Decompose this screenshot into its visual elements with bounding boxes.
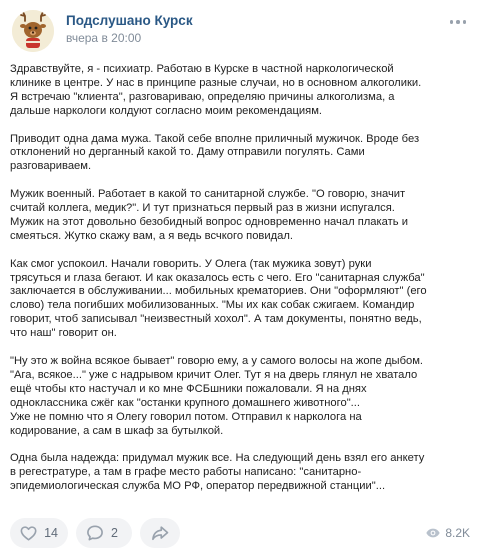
post-paragraph bbox=[10, 188, 472, 244]
post-paragraph bbox=[10, 133, 472, 175]
text-line: что наш" говорит он. bbox=[10, 327, 117, 340]
text-line: кодирование, а сам в шкаф за бутылкой. bbox=[10, 424, 224, 437]
text-line: Как смог успокоил. Начали говорить. У Олега (так мужика зовут) руки bbox=[10, 257, 372, 270]
post-paragraph bbox=[10, 258, 472, 341]
share-icon bbox=[150, 523, 170, 543]
text-line: говорит, чтоб записывал "неизвестный хохол". А там документы, понятно ведь, bbox=[10, 313, 422, 326]
community-avatar[interactable] bbox=[12, 10, 54, 52]
text-line: эпидемиологическая служба МО РФ, оператор передвижной станции"... bbox=[10, 480, 386, 493]
heart-icon bbox=[19, 523, 38, 543]
text-line: Приводит одна дама мужа. Такой себе вполне приличный мужичок. Вроде без bbox=[10, 132, 420, 145]
text-line: Одна была надежда: придумал мужик все. На следующий день взял его анкету bbox=[10, 452, 425, 465]
text-line: считай коллега, медик?". И тут признаться первый раз в жизни испугался. bbox=[10, 202, 395, 215]
eye-icon bbox=[425, 525, 441, 541]
post-time[interactable]: вчера в 20:00 bbox=[66, 31, 142, 45]
dot bbox=[463, 20, 467, 24]
text-line: одноклассника сжёг как "останки крупного домашнего животного"... bbox=[10, 396, 360, 409]
post-paragraph bbox=[10, 63, 472, 119]
text-line: в регестратуре, а там в графе место работы написано: "санитарно- bbox=[10, 466, 362, 479]
text-line: Здравствуйте, я - психиатр. Работаю в Курске в частной наркологической bbox=[10, 63, 394, 75]
views-count: 8.2K bbox=[445, 526, 470, 540]
text-line: Мужик военный. Работает в какой то санитарной службе. "О говорю, значит bbox=[10, 188, 406, 201]
dot bbox=[456, 20, 460, 24]
dot bbox=[450, 20, 454, 24]
text-line: "Ну это ж война всякое бывает" говорю ему, а у самого волосы на жопе дыбом. bbox=[10, 354, 424, 367]
share-button[interactable] bbox=[140, 518, 180, 548]
text-line: ещё чтобы кто настучал и ко мне ФСБшники пожаловали. Я на днях bbox=[10, 382, 367, 395]
like-count: 14 bbox=[44, 526, 58, 540]
text-line: дальше наркологи колдуют согласно моим рекомендациям. bbox=[10, 104, 322, 117]
comment-button[interactable] bbox=[76, 518, 132, 548]
text-line: "Ага, всякое..." уже с надрывом кричит Олег. Тут я на дверь глянул не хватало bbox=[10, 368, 418, 381]
text-line: Мужик на этот довольно безобидный вопрос одновременно начал плакать и bbox=[10, 215, 408, 228]
post-paragraph bbox=[10, 355, 472, 438]
post-text bbox=[10, 63, 472, 508]
text-line: отклонений но дерганный какой то. Даму отправили погулять. Сами bbox=[10, 146, 365, 159]
comment-count: 2 bbox=[111, 526, 118, 540]
text-line: слово) тела погибших мобилизованных. "Мы их как собак сжигаем. Командир bbox=[10, 299, 415, 312]
deer-cartoon-icon bbox=[12, 10, 54, 52]
text-line: клинике в центре. У нас в принципе разные случаи, но в основном алкоголики. bbox=[10, 76, 422, 89]
text-line: заключается в обслуживании... мобильных крематориев. Они "оформляют" (его bbox=[10, 285, 427, 298]
post-footer bbox=[0, 514, 482, 552]
post-paragraph bbox=[10, 452, 472, 494]
text-line: Уже не помню что я Олегу говорил потом. Отправил к нарколога на bbox=[10, 410, 362, 423]
text-line: трясуться и глаза бегают. И как оказалось есть с чего. Его "санитарная служба" bbox=[10, 271, 425, 284]
text-line: разговариваем. bbox=[10, 160, 92, 173]
like-button[interactable] bbox=[10, 518, 68, 548]
views-counter bbox=[425, 525, 470, 541]
comment-icon bbox=[85, 523, 105, 543]
more-dots-icon[interactable] bbox=[448, 16, 468, 28]
post-header bbox=[0, 0, 482, 52]
text-line: Я встречаю "клиента", разговариваю, определяю причины алкоголизма, а bbox=[10, 90, 395, 103]
community-name[interactable]: Подслушано Курск bbox=[66, 13, 193, 28]
text-line: смеяться. Жутко скажу вам, а я ведь всчкого повидал. bbox=[10, 229, 294, 242]
